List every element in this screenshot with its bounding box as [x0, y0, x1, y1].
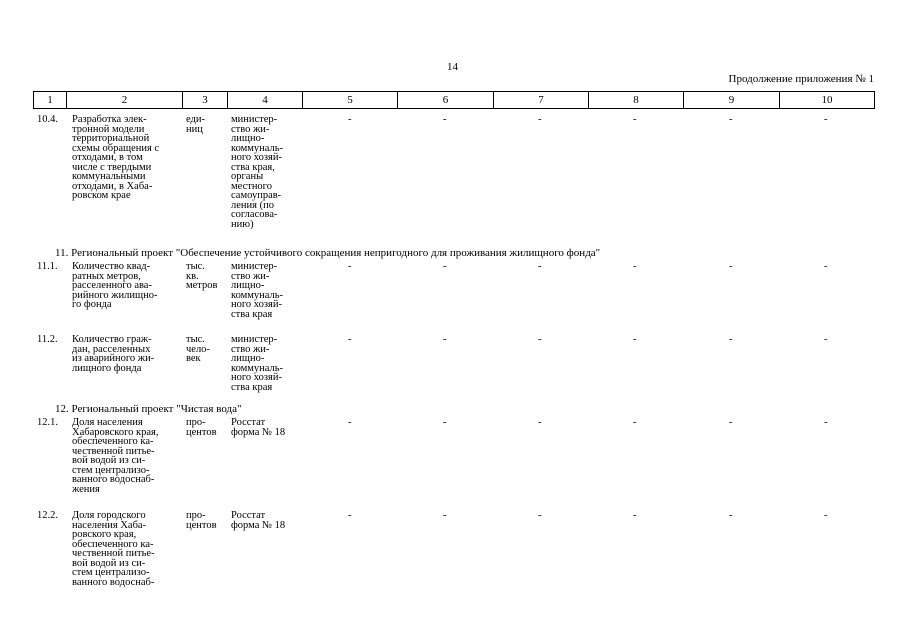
value-dash-col-9: -	[729, 417, 733, 428]
value-dash-col-6: -	[443, 114, 447, 125]
value-dash-col-9: -	[729, 261, 733, 272]
section-heading-12: 12. Региональный проект "Чистая вода"	[55, 403, 242, 415]
indicator-name: Количество граж- дан, расселенных из аварийного жи- лищного фонда	[72, 334, 155, 374]
value-dash-col-10: -	[824, 334, 828, 345]
row-number: 11.2.	[37, 334, 58, 345]
value-dash-col-8: -	[633, 334, 637, 345]
value-dash-col-5: -	[348, 261, 352, 272]
continuation-label: Продолжение приложения № 1	[728, 73, 874, 85]
value-dash-col-8: -	[633, 261, 637, 272]
row-number: 10.4.	[37, 114, 58, 125]
value-dash-col-7: -	[538, 334, 542, 345]
unit-of-measure: еди- ниц	[186, 114, 205, 135]
section-heading-11: 11. Региональный проект "Обеспечение устойчивого сокращения непригодного для проживания жилищного фонда"	[55, 247, 601, 259]
rows-block-3	[33, 418, 875, 611]
value-dash-col-10: -	[824, 510, 828, 521]
header-col-1: 1	[34, 92, 67, 108]
row-number: 12.2.	[37, 510, 58, 521]
row-number: 11.1.	[37, 261, 58, 272]
value-dash-col-7: -	[538, 417, 542, 428]
indicator-name: Доля населения Хабаровского края, обеспеченного ка- чественной питье- вой водой из си- стем централизо- ванного водоснаб- жения	[72, 417, 159, 495]
indicator-name: Количество квад- ратных метров, расселенного ава- рийного жилищно- го фонда	[72, 261, 158, 310]
unit-of-measure: про- центов	[186, 417, 217, 438]
table-row	[33, 262, 875, 335]
header-col-2: 2	[67, 92, 183, 108]
value-dash-col-10: -	[824, 417, 828, 428]
rows-block-2	[33, 262, 875, 401]
rows-block-1	[33, 115, 875, 244]
row-number: 12.1.	[37, 417, 58, 428]
value-dash-col-10: -	[824, 261, 828, 272]
indicator-name: Доля городского населения Хаба- ровского края, обеспеченного ка- чественной питье- вой водой из си- стем централизо- ванного водоснаб-	[72, 510, 155, 588]
data-source: Росстат форма № 18	[231, 510, 286, 531]
header-col-3: 3	[183, 92, 228, 108]
value-dash-col-6: -	[443, 334, 447, 345]
value-dash-col-5: -	[348, 417, 352, 428]
table-row	[33, 335, 875, 401]
value-dash-col-6: -	[443, 261, 447, 272]
table-row	[33, 511, 875, 611]
unit-of-measure: тыс. кв. метров	[186, 261, 218, 291]
data-source: министер- ство жи- лищно- коммуналь- ного хозяй- ства края	[231, 334, 284, 393]
table-header	[33, 91, 875, 109]
header-col-7: 7	[494, 92, 589, 108]
value-dash-col-8: -	[633, 114, 637, 125]
value-dash-col-7: -	[538, 114, 542, 125]
data-source: министер- ство жи- лищно- коммуналь- ного хозяй- ства края	[231, 261, 284, 320]
header-col-8: 8	[589, 92, 684, 108]
value-dash-col-8: -	[633, 417, 637, 428]
unit-of-measure: про- центов	[186, 510, 217, 531]
header-col-10: 10	[821, 94, 833, 106]
table-row	[33, 115, 875, 244]
unit-of-measure: тыс. чело- век	[186, 334, 210, 364]
value-dash-col-5: -	[348, 510, 352, 521]
value-dash-col-7: -	[538, 261, 542, 272]
data-source: Росстат форма № 18	[231, 417, 286, 438]
header-col-4: 4	[228, 92, 303, 108]
header-col-6: 6	[398, 92, 494, 108]
value-dash-col-10: -	[824, 114, 828, 125]
value-dash-col-9: -	[729, 334, 733, 345]
value-dash-col-7: -	[538, 510, 542, 521]
value-dash-col-9: -	[729, 510, 733, 521]
value-dash-col-8: -	[633, 510, 637, 521]
data-source: министер- ство жи- лищно- коммуналь- ного хозяй- ства края, органы местного самоуправ- ления (по согласова- нию)	[231, 114, 284, 230]
indicator-name: Разработка элек- тронной модели территориальной схемы обращения с отходами, в том числе с твердыми коммунальными отходами, в Хаба- ровском крае	[72, 114, 160, 201]
value-dash-col-5: -	[348, 334, 352, 345]
table-row	[33, 418, 875, 511]
value-dash-col-9: -	[729, 114, 733, 125]
page-number: 14	[447, 61, 458, 73]
value-dash-col-6: -	[443, 510, 447, 521]
header-col-5: 5	[303, 92, 398, 108]
value-dash-col-6: -	[443, 417, 447, 428]
value-dash-col-5: -	[348, 114, 352, 125]
table-body	[33, 115, 875, 611]
header-col-9: 9	[684, 92, 780, 108]
